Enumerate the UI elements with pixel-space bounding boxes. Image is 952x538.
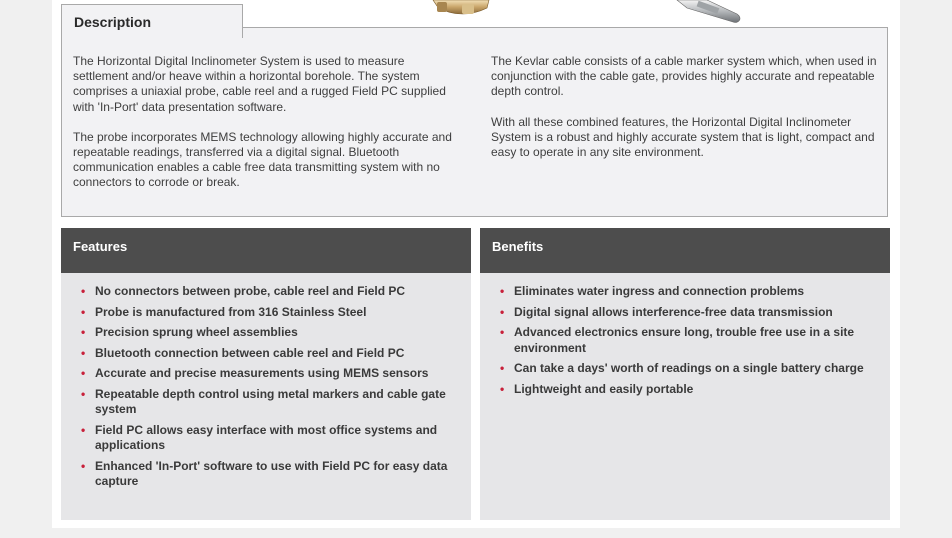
description-box bbox=[61, 27, 888, 217]
description-paragraph: The probe incorporates MEMS technology allowing highly accurate and repeatable readings, transferred via a digital signal. Bluetooth communication enables a cable free data transmitting system with no connectors to corrode or break. bbox=[73, 129, 452, 190]
benefits-heading: Benefits bbox=[480, 228, 890, 273]
bullet-icon: • bbox=[81, 325, 86, 339]
benefit-item: • Advanced electronics ensure long, trouble free use in a site environment bbox=[500, 325, 855, 355]
description-paragraph: The Horizontal Digital Inclinometer System is used to measure settlement and/or heave within a horizontal borehole. The system comprises a uniaxial probe, cable reel and a rugged Field PC supplied with 'In-Port' data presentation software. bbox=[73, 54, 446, 114]
bullet-icon: • bbox=[81, 422, 86, 437]
description-heading: Description bbox=[61, 4, 243, 38]
feature-item: • Bluetooth connection between cable reel and Field PC bbox=[81, 345, 405, 360]
bullet-icon: • bbox=[81, 284, 86, 298]
features-panel bbox=[61, 228, 471, 520]
bullet-icon: • bbox=[81, 458, 86, 473]
description-paragraph: With all these combined features, the Horizontal Digital Inclinometer System is a robust and highly accurate system that is light, compact and easy to operate in any site environment. bbox=[491, 114, 875, 160]
bullet-icon: • bbox=[81, 304, 86, 319]
description-paragraph: The Kevlar cable consists of a cable marker system which, when used in conjunction with the cable gate, provides highly accurate and repeatable depth control. bbox=[491, 54, 877, 99]
feature-item: • Repeatable depth control using metal markers and cable gate system bbox=[81, 386, 446, 416]
feature-item: • Field PC allows easy interface with most office systems and applications bbox=[81, 422, 438, 452]
probe-product-image bbox=[407, 0, 767, 26]
feature-item: • Accurate and precise measurements using MEMS sensors bbox=[81, 366, 429, 380]
bullet-icon: • bbox=[81, 345, 86, 360]
benefit-item: • Eliminates water ingress and connection problems bbox=[500, 284, 805, 298]
datasheet-page bbox=[52, 0, 900, 528]
benefit-item: • Can take a days' worth of readings on a single battery charge bbox=[500, 361, 864, 375]
benefits-list bbox=[480, 273, 890, 397]
features-list bbox=[61, 273, 471, 490]
bullet-icon: • bbox=[500, 284, 505, 298]
benefits-panel bbox=[480, 228, 890, 520]
feature-item: • No connectors between probe, cable reel and Field PC bbox=[81, 284, 406, 298]
features-heading: Features bbox=[61, 228, 471, 273]
feature-item: • Precision sprung wheel assemblies bbox=[81, 325, 298, 339]
description-left-column bbox=[73, 54, 463, 206]
description-right-column bbox=[491, 54, 881, 175]
bullet-icon: • bbox=[500, 381, 505, 396]
bullet-icon: • bbox=[500, 325, 505, 339]
bullet-icon: • bbox=[500, 304, 505, 319]
bullet-icon: • bbox=[81, 386, 86, 401]
feature-item: • Enhanced 'In-Port' software to use with Field PC for easy data capture bbox=[81, 458, 448, 488]
benefit-item: • Digital signal allows interference-free data transmission bbox=[500, 304, 833, 319]
bullet-icon: • bbox=[81, 366, 86, 380]
benefit-item: • Lightweight and easily portable bbox=[500, 381, 694, 396]
bullet-icon: • bbox=[500, 361, 505, 375]
feature-item: • Probe is manufactured from 316 Stainless Steel bbox=[81, 304, 367, 319]
